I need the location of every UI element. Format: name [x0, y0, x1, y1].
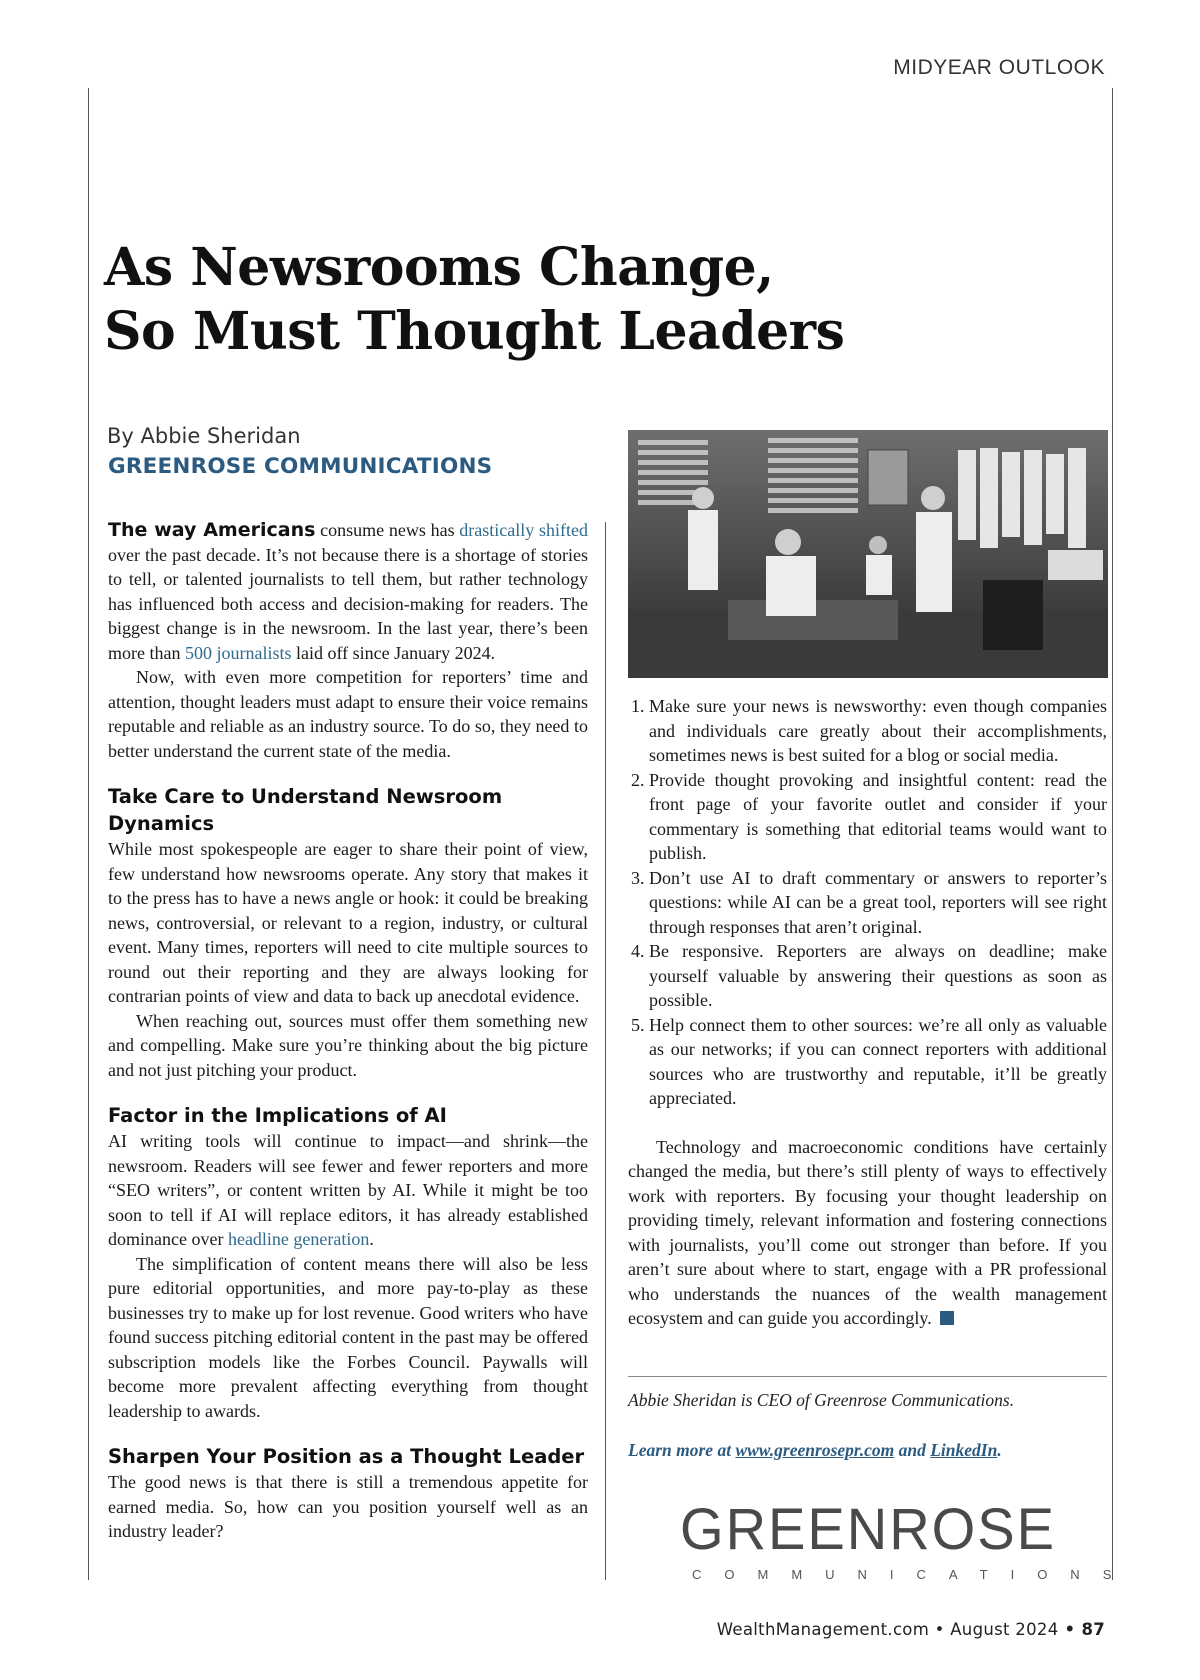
body-paragraph: AI writing tools will continue to impact—and shrink—the newsroom. Readers will see fewer and fewer reporters and more “SEO writers”, or content written by AI. While it might be too soon to tell if AI will replace editors, it has already established dominance over headline generation. — [108, 1131, 588, 1249]
greenrose-logo — [672, 1495, 1135, 1585]
link-headline-generation[interactable]: headline generation — [227, 1229, 370, 1249]
author-company: GREENROSE COMMUNICATIONS — [108, 454, 493, 479]
teletype-machine — [983, 580, 1043, 650]
tip-item: 1. Make sure your news is newsworthy: even though companies and individuals care greatly about their accomplishments, sometimes news is best suited for a blog or social media. — [649, 694, 1107, 768]
left-column — [108, 518, 588, 1544]
tips-list — [628, 694, 1107, 1111]
subhead-thought-leader: Sharpen Your Position as a Thought Leader — [108, 1445, 585, 1468]
bio-divider — [628, 1376, 1107, 1377]
author-bio: Abbie Sheridan is CEO of Greenrose Communications. — [628, 1390, 1015, 1410]
tip-item: 3. Don’t use AI to draft commentary or answers to reporter’s questions: while AI can be a great tool, reporters will see right through responses that aren’t original. — [649, 866, 1107, 940]
wall-map — [868, 450, 908, 505]
right-border-rule — [1112, 88, 1113, 1580]
column-divider — [605, 522, 606, 1580]
body-paragraph: While most spokespeople are eager to share their point of view, few understand how newsrooms operate. Any story that makes it to the press has to have a news angle or hook: it could be breaking news, controversial, or relevant to a region, industry, or cultural event. Many times, reporters will need to cite multiple sources to round out their reporting and they are always looking for contrarian points of view and data to back up anecdotal evidence. — [108, 839, 588, 1006]
lead-in: The way Americans — [108, 519, 316, 541]
left-border-rule — [88, 88, 89, 1580]
linkedin-link[interactable]: LinkedIn — [930, 1440, 998, 1460]
footer-date: August 2024 — [950, 1620, 1059, 1639]
learn-more: Learn more at www.greenrosepr.com and LinkedIn. — [628, 1440, 1002, 1460]
page-footer: WealthManagement.com • August 2024 • 87 — [716, 1620, 1105, 1639]
page-number: 87 — [1081, 1620, 1105, 1639]
headline-line-1: As Newsrooms Change, — [104, 237, 774, 298]
end-mark-icon — [940, 1311, 954, 1325]
headline-line-2: So Must Thought Leaders — [104, 301, 845, 362]
body-paragraph: When reaching out, sources must offer them something new and compelling. Make sure you’re thinking about the big picture and not just pitching your product. — [108, 1010, 588, 1080]
subhead-implications-of-ai: Factor in the Implications of AI — [108, 1104, 447, 1127]
website-link[interactable]: www.greenrosepr.com — [735, 1440, 895, 1460]
newsroom-photo — [628, 430, 1108, 678]
right-column — [628, 694, 1107, 1331]
closing-paragraph: Technology and macroeconomic conditions have certainly changed the media, but there’s still plenty of ways to effectively work with reporters. By focusing your thought leadership on providing timely, relevant information and fostering connections with journalists, you’ll come out stronger than before. If you aren’t sure about where to start, engage with a PR professional who understands the nuances of the wealth management ecosystem and can guide you accordingly. — [628, 1136, 1107, 1328]
svg-text:COMMUNICATIONS: COMMUNICATIONS — [692, 1567, 1135, 1582]
intro-paragraph: The way Americans consume news has drastically shifted over the past decade. It’s not because there is a shortage of stories to tell, or talented journalists to tell them, but rather technology has influenced both access and decision-making for readers. The biggest change is in the newsroom. In the last year, there’s been more than 500 journalists laid off since January 2024. — [108, 519, 588, 663]
article-headline — [104, 236, 844, 364]
byline: By Abbie Sheridan — [107, 424, 301, 448]
paper-stack — [1048, 550, 1103, 580]
tip-item: 4. Be responsive. Reporters are always on deadline; make yourself valuable by answering their questions as soon as possible. — [649, 939, 1107, 1013]
link-drastically-shifted[interactable]: drastically shifted — [459, 520, 588, 540]
svg-text:GREENROSE: GREENROSE — [680, 1497, 1056, 1562]
footer-site: WealthManagement.com — [716, 1620, 930, 1639]
body-paragraph: The simplification of content means there will also be less pure editorial opportunities, and more pay-to-play as these businesses try to make up for lost revenue. Good writers who have found success pitching editorial content in the past may be offered subscription models like the Forbes Council. Paywalls will become more prevalent affecting everything from thought leadership to awards. — [108, 1253, 588, 1421]
link-500-journalists[interactable]: 500 journalists — [184, 642, 292, 663]
section-label: MIDYEAR OUTLOOK — [893, 56, 1105, 79]
body-paragraph: Now, with even more competition for reporters’ time and attention, thought leaders must adapt to ensure their voice remains reputable and reliable as an industry source. To do so, they need to better understand the current state of the media. — [108, 667, 588, 761]
body-paragraph: The good news is that there is still a tremendous appetite for earned media. So, how can you position yourself well as an industry leader? — [108, 1472, 588, 1541]
subhead-newsroom-dynamics: Take Care to Understand Newsroom Dynamics — [108, 785, 503, 835]
tip-item: 5. Help connect them to other sources: we’re all only as valuable as our networks; if you can connect reporters with additional sources who are trustworthy and reputable, it’ll be greatly appreciated. — [649, 1013, 1107, 1111]
tip-item: 2. Provide thought provoking and insightful content: read the front page of your favorite outlet and consider if your commentary is something that editorial teams would want to publish. — [649, 768, 1107, 866]
